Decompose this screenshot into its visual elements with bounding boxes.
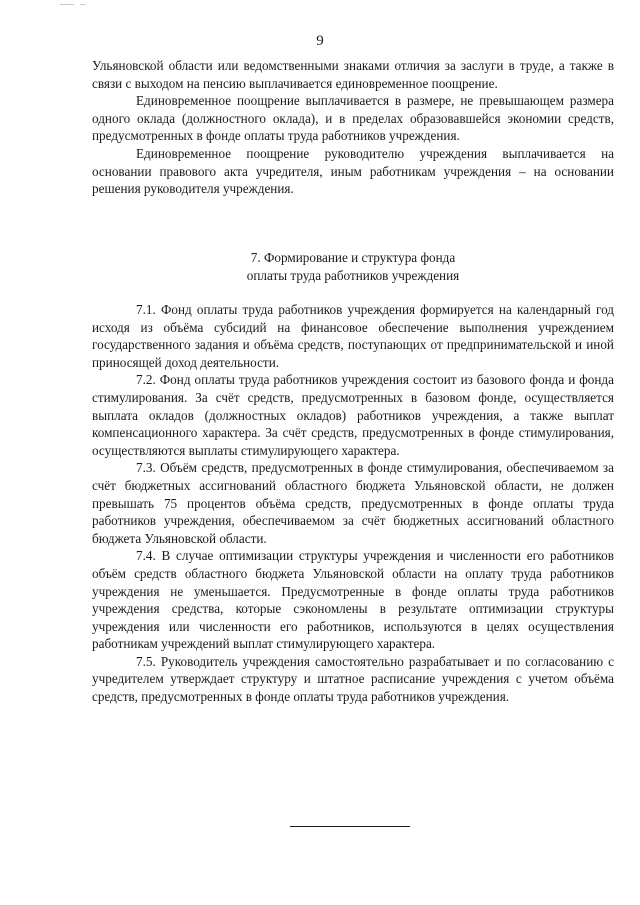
paragraph-7-4: 7.4. В случае оптимизации структуры учреждения и численности его работников объём средств областного бюджета Ульяновской области на оплату труда работников учреждения не уменьшается. Предусмотренные в фонде оплаты труда работников учреждения средства, которые сэкономлены в результате оптимизации структуры учреждения или численности его работников, используются в целях осуществления работникам учреждений выплат стимулирующего характера. [92, 548, 614, 652]
paragraph-continuation: Ульяновской области или ведомственными знаками отличия за заслуги в труде, а также в связи с выходом на пенсию выплачивается единовременное поощрение. [92, 58, 614, 91]
paragraph-7-5: 7.5. Руководитель учреждения самостоятельно разрабатывает и по согласованию с учредителем утверждает структуру и штатное расписание учреждения с учетом объёма средств, предусмотренных в фонде оплаты труда работников учреждения. [92, 653, 614, 705]
page-number: 9 [316, 33, 324, 49]
top-text-block [92, 57, 614, 198]
section-heading-line-2: оплаты труда работников учреждения [246, 268, 460, 283]
paragraph-bonus-basis: Единовременное поощрение руководителю учреждения выплачивается на основании правового акта учредителя, иным работникам учреждения – на основании решения руководителя учреждения. [92, 145, 614, 197]
section-heading-line-1: 7. Формирование и структура фонда [250, 250, 456, 265]
section-heading [92, 249, 614, 285]
section-text-block [92, 301, 614, 706]
paragraph-7-3: 7.3. Объём средств, предусмотренных в фонде стимулирования, обеспечиваемом за счёт бюджетных ассигнований областного бюджета Ульяновской области, не должен превышать 75 процентов объёма средств, предусмотренных в фонде оплаты труда работников учреждения, обеспечиваемом за счёт бюджетных ассигнований областного бюджета Ульяновской области. [92, 460, 614, 546]
paragraph-7-2: 7.2. Фонд оплаты труда работников учреждения состоит из базового фонда и фонда стимулирования. За счёт средств, предусмотренных в базовом фонде, осуществляется выплата окладов (должностных окладов) работников учреждения, а также выплат компенсационного характера. За счёт средств, предусмотренных в фонде стимулирования, осуществляются выплаты стимулирующего характера. [92, 372, 614, 458]
paragraph-7-1: 7.1. Фонд оплаты труда работников учреждения формируется на календарный год исходя из объёма субсидий на финансовое обеспечение выполнения учреждением государственного задания и объёма средств, поступающих от предпринимательской и иной приносящей доход деятельности. [92, 302, 614, 370]
scan-artifact [80, 4, 86, 5]
scan-artifact [60, 4, 74, 5]
end-of-document-rule [290, 826, 410, 827]
paragraph-bonus-size: Единовременное поощрение выплачивается в размере, не превышающем размера одного оклада (должностного оклада), и в пределах образовавшейся экономии средств, предусмотренных в фонде оплаты труда работников учреждения. [92, 93, 614, 144]
